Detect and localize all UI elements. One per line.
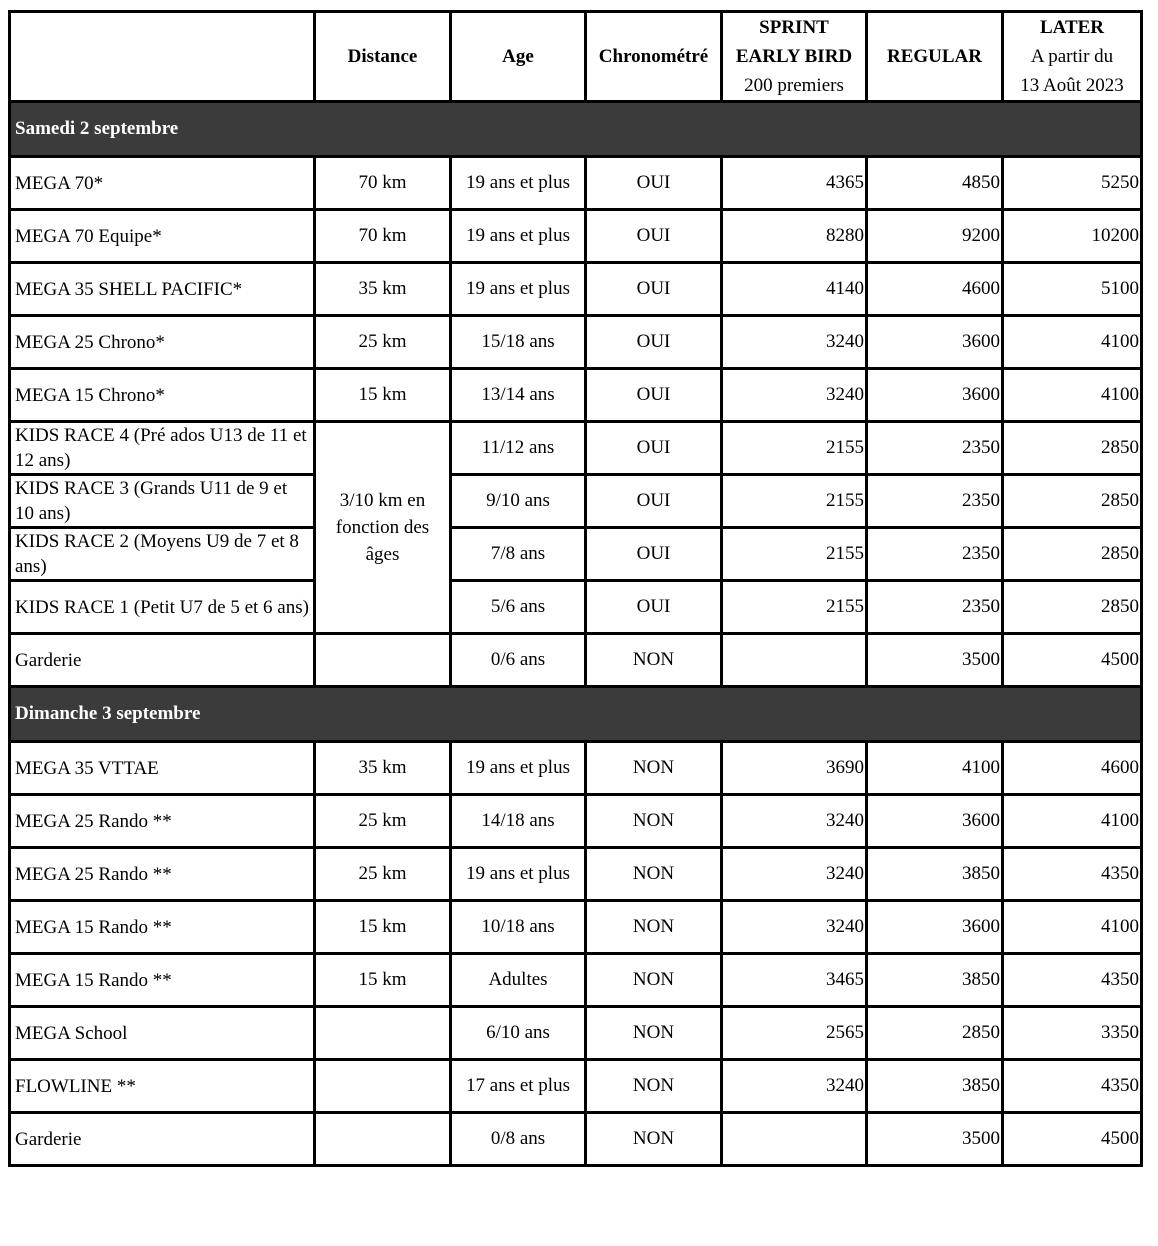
chrono-cell: OUI (586, 316, 722, 369)
regular-price: 2350 (867, 528, 1003, 581)
age-cell: 13/14 ans (451, 369, 586, 422)
sprint-price: 3240 (722, 369, 867, 422)
chrono-cell: OUI (586, 263, 722, 316)
age-cell: 0/6 ans (451, 634, 586, 687)
chrono-cell: NON (586, 795, 722, 848)
age-cell: Adultes (451, 954, 586, 1007)
later-price: 4600 (1003, 742, 1142, 795)
distance-cell (315, 1007, 451, 1060)
header-later-line3: 13 Août 2023 (1020, 75, 1124, 96)
later-price: 4500 (1003, 634, 1142, 687)
table-row (10, 581, 1142, 634)
sprint-price: 3690 (722, 742, 867, 795)
chrono-cell: OUI (586, 210, 722, 263)
distance-cell: 15 km (315, 369, 451, 422)
sprint-price (722, 1113, 867, 1166)
distance-cell: 70 km (315, 210, 451, 263)
sprint-price: 2155 (722, 422, 867, 475)
table-row (10, 157, 1142, 210)
chrono-cell: NON (586, 901, 722, 954)
age-cell: 19 ans et plus (451, 157, 586, 210)
regular-price: 2350 (867, 422, 1003, 475)
regular-price: 3850 (867, 954, 1003, 1007)
chrono-cell: NON (586, 742, 722, 795)
table-row (10, 954, 1142, 1007)
section-title: Dimanche 3 septembre (10, 687, 1142, 742)
later-price: 4350 (1003, 848, 1142, 901)
distance-cell (315, 634, 451, 687)
regular-price: 2350 (867, 581, 1003, 634)
chrono-cell: OUI (586, 528, 722, 581)
table-row (10, 848, 1142, 901)
age-cell: 0/8 ans (451, 1113, 586, 1166)
regular-price: 3600 (867, 901, 1003, 954)
later-price: 2850 (1003, 422, 1142, 475)
header-sprint-line2: EARLY BIRD (735, 46, 853, 67)
header-sprint (722, 12, 867, 102)
chrono-cell: OUI (586, 369, 722, 422)
event-name: MEGA 35 SHELL PACIFIC* (10, 263, 315, 316)
header-chrono: Chronométré (586, 12, 722, 102)
sprint-price (722, 634, 867, 687)
event-name: Garderie (10, 1113, 315, 1166)
regular-price: 3850 (867, 1060, 1003, 1113)
age-cell: 19 ans et plus (451, 848, 586, 901)
age-cell: 19 ans et plus (451, 742, 586, 795)
event-name: MEGA 15 Chrono* (10, 369, 315, 422)
sprint-price: 2155 (722, 528, 867, 581)
table-row (10, 1060, 1142, 1113)
table-row (10, 528, 1142, 581)
table-row (10, 263, 1142, 316)
regular-price: 2850 (867, 1007, 1003, 1060)
event-name: MEGA 25 Rando ** (10, 848, 315, 901)
distance-cell (315, 1060, 451, 1113)
regular-price: 3600 (867, 316, 1003, 369)
sprint-price: 4365 (722, 157, 867, 210)
age-cell: 19 ans et plus (451, 210, 586, 263)
sprint-price: 2155 (722, 475, 867, 528)
distance-cell: 25 km (315, 848, 451, 901)
header-sprint-line1: SPRINT (759, 17, 829, 38)
later-price: 4100 (1003, 901, 1142, 954)
header-later (1003, 12, 1142, 102)
event-name: KIDS RACE 1 (Petit U7 de 5 et 6 ans) (10, 581, 315, 634)
later-price: 2850 (1003, 528, 1142, 581)
sprint-price: 3240 (722, 316, 867, 369)
regular-price: 9200 (867, 210, 1003, 263)
regular-price: 4600 (867, 263, 1003, 316)
table-row (10, 316, 1142, 369)
header-sprint-line3: 200 premiers (744, 75, 844, 96)
header-regular: REGULAR (867, 12, 1003, 102)
later-price: 2850 (1003, 475, 1142, 528)
event-name: MEGA 25 Rando ** (10, 795, 315, 848)
section-title: Samedi 2 septembre (10, 102, 1142, 157)
regular-price: 3500 (867, 1113, 1003, 1166)
table-row (10, 742, 1142, 795)
table-row (10, 795, 1142, 848)
chrono-cell: NON (586, 634, 722, 687)
regular-price: 4100 (867, 742, 1003, 795)
sprint-price: 2155 (722, 581, 867, 634)
event-name: MEGA 70* (10, 157, 315, 210)
regular-price: 3850 (867, 848, 1003, 901)
event-name: KIDS RACE 3 (Grands U11 de 9 et 10 ans) (10, 475, 315, 528)
later-price: 3350 (1003, 1007, 1142, 1060)
age-cell: 19 ans et plus (451, 263, 586, 316)
age-cell: 14/18 ans (451, 795, 586, 848)
header-name (10, 12, 315, 102)
chrono-cell: OUI (586, 422, 722, 475)
chrono-cell: NON (586, 848, 722, 901)
age-cell: 7/8 ans (451, 528, 586, 581)
later-price: 2850 (1003, 581, 1142, 634)
table-row (10, 369, 1142, 422)
later-price: 4350 (1003, 954, 1142, 1007)
age-cell: 5/6 ans (451, 581, 586, 634)
distance-cell: 35 km (315, 742, 451, 795)
distance-cell: 15 km (315, 954, 451, 1007)
chrono-cell: OUI (586, 157, 722, 210)
regular-price: 4850 (867, 157, 1003, 210)
kids-distance: 3/10 km en fonction des âges (315, 422, 451, 634)
later-price: 4100 (1003, 316, 1142, 369)
sprint-price: 3240 (722, 1060, 867, 1113)
section-header (10, 687, 1142, 742)
regular-price: 3600 (867, 795, 1003, 848)
regular-price: 2350 (867, 475, 1003, 528)
table-row (10, 1007, 1142, 1060)
table-row (10, 634, 1142, 687)
age-cell: 9/10 ans (451, 475, 586, 528)
table-row (10, 901, 1142, 954)
distance-cell: 70 km (315, 157, 451, 210)
sprint-price: 2565 (722, 1007, 867, 1060)
chrono-cell: OUI (586, 475, 722, 528)
event-name: Garderie (10, 634, 315, 687)
event-name: MEGA 15 Rando ** (10, 901, 315, 954)
chrono-cell: NON (586, 1007, 722, 1060)
event-name: MEGA 70 Equipe* (10, 210, 315, 263)
header-later-line2: A partir du (1030, 46, 1114, 67)
later-price: 5250 (1003, 157, 1142, 210)
sprint-price: 3465 (722, 954, 867, 1007)
header-distance: Distance (315, 12, 451, 102)
later-price: 4100 (1003, 795, 1142, 848)
pricing-table (8, 10, 1143, 1167)
chrono-cell: OUI (586, 581, 722, 634)
header-row (10, 12, 1142, 102)
age-cell: 10/18 ans (451, 901, 586, 954)
event-name: MEGA School (10, 1007, 315, 1060)
later-price: 4350 (1003, 1060, 1142, 1113)
sprint-price: 3240 (722, 795, 867, 848)
later-price: 10200 (1003, 210, 1142, 263)
age-cell: 11/12 ans (451, 422, 586, 475)
age-cell: 17 ans et plus (451, 1060, 586, 1113)
regular-price: 3500 (867, 634, 1003, 687)
chrono-cell: NON (586, 1113, 722, 1166)
sprint-price: 3240 (722, 901, 867, 954)
event-name: KIDS RACE 4 (Pré ados U13 de 11 et 12 ans) (10, 422, 315, 475)
header-later-line1: LATER (1039, 17, 1105, 38)
event-name: MEGA 25 Chrono* (10, 316, 315, 369)
event-name: FLOWLINE ** (10, 1060, 315, 1113)
sprint-price: 8280 (722, 210, 867, 263)
later-price: 4500 (1003, 1113, 1142, 1166)
event-name: MEGA 15 Rando ** (10, 954, 315, 1007)
table-row (10, 1113, 1142, 1166)
chrono-cell: NON (586, 954, 722, 1007)
table-row (10, 210, 1142, 263)
later-price: 4100 (1003, 369, 1142, 422)
regular-price: 3600 (867, 369, 1003, 422)
table-row (10, 475, 1142, 528)
distance-cell: 15 km (315, 901, 451, 954)
sprint-price: 3240 (722, 848, 867, 901)
later-price: 5100 (1003, 263, 1142, 316)
distance-cell: 25 km (315, 795, 451, 848)
event-name: KIDS RACE 2 (Moyens U9 de 7 et 8 ans) (10, 528, 315, 581)
event-name: MEGA 35 VTTAE (10, 742, 315, 795)
header-age: Age (451, 12, 586, 102)
age-cell: 15/18 ans (451, 316, 586, 369)
chrono-cell: NON (586, 1060, 722, 1113)
age-cell: 6/10 ans (451, 1007, 586, 1060)
distance-cell (315, 1113, 451, 1166)
table-row (10, 422, 1142, 475)
distance-cell: 25 km (315, 316, 451, 369)
distance-cell: 35 km (315, 263, 451, 316)
table-body (10, 102, 1142, 1166)
section-header (10, 102, 1142, 157)
sprint-price: 4140 (722, 263, 867, 316)
